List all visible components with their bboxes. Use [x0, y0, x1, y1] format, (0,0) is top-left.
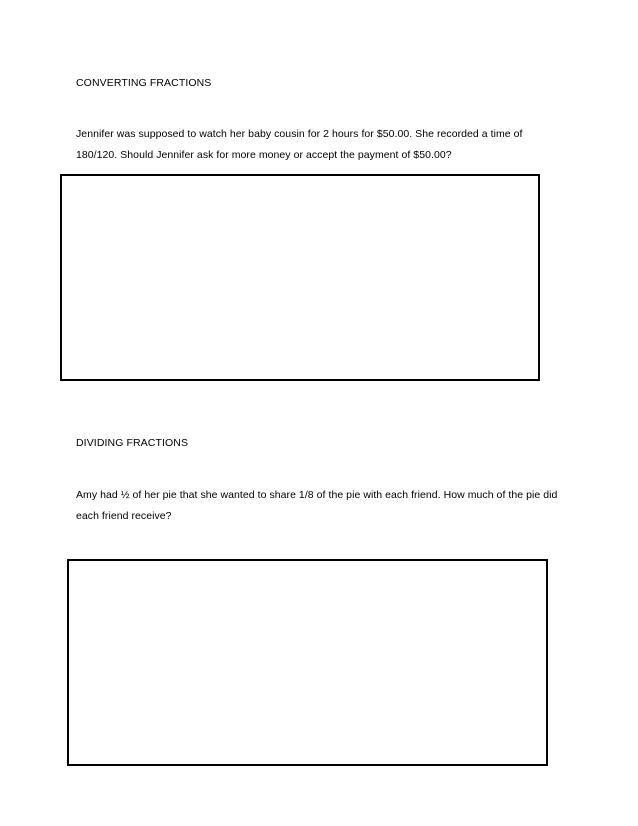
answer-box-dividing-fractions[interactable]	[67, 559, 548, 766]
question-dividing-fractions	[76, 485, 557, 527]
question-line: Amy had ½ of her pie that she wanted to share 1/8 of the pie with each friend. How much of the pie did	[76, 489, 558, 501]
answer-box-converting-fractions[interactable]	[60, 174, 540, 381]
question-line: each friend receive?	[76, 510, 172, 522]
question-line: Jennifer was supposed to watch her baby cousin for 2 hours for $50.00. She recorded a time of	[76, 128, 523, 140]
section-heading-dividing-fractions: DIVIDING FRACTIONS	[76, 437, 189, 449]
question-converting-fractions	[76, 124, 523, 166]
section-heading-converting-fractions: CONVERTING FRACTIONS	[76, 77, 212, 89]
question-line: 180/120. Should Jennifer ask for more money or accept the payment of $50.00?	[76, 149, 452, 161]
